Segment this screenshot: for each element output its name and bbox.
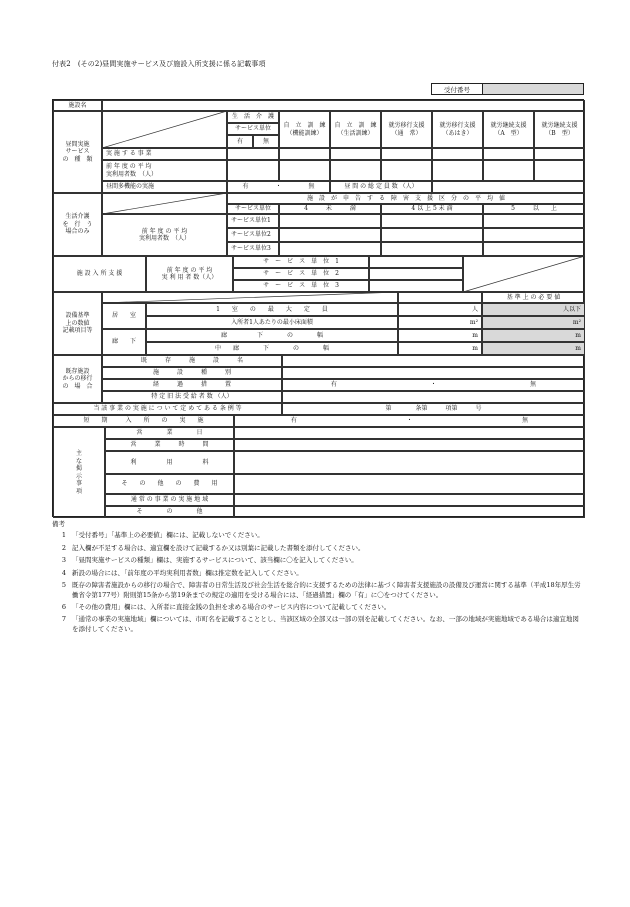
unit-m: m [575, 344, 581, 352]
avg-users-cell-5[interactable] [483, 160, 534, 181]
mid-corridor-width-required [482, 342, 585, 355]
short-stay-no[interactable]: 無 [522, 417, 529, 425]
posting-other-costs-label: そ の 他 の 費 用 [105, 474, 234, 494]
residential-blank-cell [463, 256, 585, 292]
existing-facility-name-label: 既 存 施 設 名 [102, 355, 282, 367]
room-capacity-field[interactable] [398, 303, 482, 316]
note-number: 3 [61, 556, 66, 565]
avg-users-cell-3[interactable] [381, 160, 432, 181]
implement-cell-1[interactable] [279, 148, 330, 160]
ordinance-article: 第 条第 項第 号 [385, 405, 482, 413]
form-table [52, 99, 584, 517]
service-col-5: 就労継続支援 （A 型） [483, 111, 534, 148]
multi-separator: ・ [275, 183, 282, 191]
ordinance-field[interactable] [282, 403, 585, 415]
note-item [52, 556, 584, 565]
unit-person-or-less: 人以下 [562, 305, 581, 313]
mid-corridor-width-field[interactable] [398, 342, 482, 355]
range-under-4: 4 未 満 [279, 204, 381, 214]
day-service-diagonal-cell [102, 111, 227, 148]
page-title: 付表2 (その2)昼間実施サービス及び施設入所支援に係る記載事項 [52, 60, 266, 68]
posting-business-days-field[interactable] [234, 427, 585, 439]
note-number: 7 [61, 615, 66, 624]
note-item [52, 569, 584, 578]
life-care-no[interactable]: 無 [253, 135, 279, 148]
note-number: 5 [61, 581, 66, 590]
notes-section [52, 520, 584, 637]
range-5-plus: 5 以 上 [483, 204, 585, 214]
transition-measure-choice[interactable] [282, 379, 585, 391]
posting-business-hours-field[interactable] [234, 439, 585, 451]
note-text: 既存の障害者施設からの移行の場合で、障害者の日常生活及び社会生活を総合的に支援するための法律に基づく障害者支援施設の設備及び運営に関する基準（平成18年厚生労働省令第177号）附則第15条から第19条までの規定の適用を受ける場合には、「経過措置」欄の「有」に〇をつけてください。 [72, 581, 581, 599]
implement-cell-0[interactable] [227, 148, 279, 160]
posting-other-costs-field[interactable] [234, 474, 585, 494]
life-unit-3-label: サービス単位3 [227, 242, 279, 256]
note-text: 記入欄が不足する場合は、適宜欄を設けて記載するか又は別葉に記載した書類を添付してください。 [72, 543, 365, 552]
note-number: 4 [61, 568, 66, 577]
special-old-law-recipients-field[interactable] [282, 391, 585, 403]
life-care-yes[interactable]: 有 [227, 135, 253, 148]
short-stay-separator: ・ [406, 417, 413, 425]
note-text: 「通常の事業の実施地域」欄については、市町名を記載することとし、当該区域の全部又は一部の別を記載してください。なお、一部の地域が実施地域である場合は適宜地図を添付してください。 [72, 615, 579, 633]
res-unit-3-label: サ ー ビ ス 単 位 3 [233, 280, 369, 292]
multi-no[interactable]: 無 [308, 183, 315, 191]
life-care-header: 生 活 介 護 [227, 111, 279, 123]
multi-yes[interactable]: 有 [242, 183, 249, 191]
existing-facility-name-field[interactable] [282, 355, 585, 367]
posting-other-label: そ の 他 [105, 506, 234, 518]
life-unit-1-label: サービス単位1 [227, 214, 279, 228]
avg-users-cell-4[interactable] [432, 160, 483, 181]
note-text: 「受付番号」「基準上の必要値」欄には、記載しないでください。 [72, 531, 264, 540]
room-capacity-label: 1 室 の 最 大 定 員 [146, 303, 398, 316]
room-area-label: 入所者1人あたりの最小床面積 [146, 316, 398, 329]
posting-fee-label: 利 用 料 [105, 451, 234, 474]
life-unit-2-c2[interactable] [381, 228, 483, 242]
day-service-section-label: 昼間実施 サービス の 種 類 [53, 111, 102, 193]
implement-cell-6[interactable] [534, 148, 585, 160]
unit-m: m [472, 344, 478, 352]
posting-service-area-label: 通 常 の 事 業 の 実 施 地 域 [105, 494, 234, 506]
facility-name-field[interactable] [102, 100, 585, 111]
residential-section-label: 施 設 入 所 支 援 [53, 256, 146, 292]
equipment-diagonal-cell [102, 292, 398, 303]
service-col-6: 就労継続支援 （B 型） [534, 111, 585, 148]
room-label: 居 室 [102, 303, 146, 329]
life-unit-1-c1[interactable] [279, 214, 381, 228]
support-level-header: 施 設 が 申 告 す る 障 害 支 援 区 分 の 平 均 値 [227, 193, 585, 204]
service-col-4: 就労移行支援 （あはき） [432, 111, 483, 148]
transition-measure-label: 経 過 措 置 [102, 379, 282, 391]
total-capacity-field[interactable] [432, 181, 585, 193]
implement-row-label: 実 施 す る 事 業 [102, 148, 227, 160]
note-text: 「その他の費用」欄には、入所者に直接金銭の負担を求める場合のサービス内容について記載してください。 [72, 602, 391, 611]
equipment-section-label: 設備基準 上の数値 記載項目等 [53, 292, 102, 355]
life-care-avg-label: 前 年 度 の 平 均 実利用者数 （人） [102, 214, 227, 256]
room-area-required [482, 316, 585, 329]
short-stay-choice[interactable] [234, 415, 585, 427]
res-unit-2-field[interactable] [369, 268, 463, 280]
transition-yes[interactable]: 有 [330, 381, 337, 389]
res-unit-1-label: サ ー ビ ス 単 位 1 [233, 256, 369, 268]
posting-service-area-field[interactable] [234, 494, 585, 506]
equipment-blank-header [398, 292, 482, 303]
unit-m: m [575, 331, 581, 339]
multi-function-label: 昼間多機能の実施 [102, 181, 227, 193]
unit-sqm: m² [572, 318, 581, 326]
residential-avg-label: 前 年 度 の 平 均 実 利 用 者 数（人） [146, 256, 233, 292]
service-unit-header: サービス単位 [227, 123, 279, 135]
posting-fee-field[interactable] [234, 451, 585, 474]
facility-type-field[interactable] [282, 367, 585, 379]
note-number: 6 [61, 602, 66, 611]
multi-function-choice[interactable] [227, 181, 330, 193]
unit-m: m [472, 331, 478, 339]
posting-business-days-label: 営 業 日 [105, 427, 234, 439]
res-unit-1-field[interactable] [369, 256, 463, 268]
note-item [52, 603, 584, 612]
life-unit-3-c3[interactable] [483, 242, 585, 256]
life-unit-1-c3[interactable] [483, 214, 585, 228]
note-text: 「昼間実施サービスの種類」欄は、実施するサービスについて、該当欄に〇を記入してください。 [72, 556, 358, 565]
posting-section-label: 主 な 掲 示 事 項 [53, 427, 105, 518]
life-unit-2-label: サービス単位2 [227, 228, 279, 242]
res-unit-3-field[interactable] [369, 280, 463, 292]
transition-no[interactable]: 無 [530, 381, 537, 389]
note-item [52, 531, 584, 540]
short-stay-label: 短 期 入 所 の 実 施 [53, 415, 234, 427]
ordinance-label: 当 該 事 業 の 実 施 に つ い て 定 め て あ る 条 例 等 [53, 403, 282, 415]
note-text: 新設の場合には、「前年度の平均実利用者数」欄は推定数を記入してください。 [72, 568, 303, 577]
range-4-to-5: 4 以 上 5 未 満 [381, 204, 483, 214]
receipt-number-field[interactable] [483, 84, 583, 94]
life-care-diagonal-cell [102, 193, 227, 214]
corridor-width-field[interactable] [398, 329, 482, 342]
implement-cell-2[interactable] [330, 148, 381, 160]
unit-person: 人 [471, 305, 478, 313]
service-unit-label: サービス単位 [227, 204, 279, 214]
life-care-section-label: 生活介護 を 行 う 場合のみ [53, 193, 102, 256]
posting-business-hours-label: 営 業 時 間 [105, 439, 234, 451]
room-area-field[interactable] [398, 316, 482, 329]
facility-name-label: 施設名 [53, 100, 102, 111]
note-number: 1 [61, 531, 66, 540]
facility-type-label: 施 設 種 別 [102, 367, 282, 379]
implement-cell-3[interactable] [381, 148, 432, 160]
corridor-label: 廊 下 [102, 329, 146, 355]
unit-sqm: m² [469, 318, 478, 326]
transition-separator: ・ [430, 381, 437, 389]
life-unit-3-c1[interactable] [279, 242, 381, 256]
receipt-number-box [431, 83, 584, 95]
mid-corridor-width-label: 中 廊 下 の 幅 [146, 342, 398, 355]
avg-users-cell-1[interactable] [279, 160, 330, 181]
res-unit-2-label: サ ー ビ ス 単 位 2 [233, 268, 369, 280]
service-col-2: 自 立 訓 練 （生活訓練） [330, 111, 381, 148]
life-unit-3-c2[interactable] [381, 242, 483, 256]
note-item [52, 544, 584, 553]
notes-heading: 備考 [52, 520, 65, 528]
migration-section-label: 既存施設 からの移行 の 場 合 [53, 355, 102, 403]
life-unit-2-c3[interactable] [483, 228, 585, 242]
note-item [52, 581, 584, 600]
receipt-number-label: 受付番号 [432, 84, 483, 94]
note-number: 2 [61, 543, 66, 552]
service-col-3: 就労移行支援 （通 常） [381, 111, 432, 148]
special-old-law-recipients-label: 特 定 旧 法 受 給 者 数 （人） [102, 391, 282, 403]
avg-users-cell-6[interactable] [534, 160, 585, 181]
life-unit-1-c2[interactable] [381, 214, 483, 228]
required-value-header: 基 準 上 の 必 要 値 [482, 292, 585, 303]
service-col-1: 自 立 訓 練 （機能訓練） [279, 111, 330, 148]
note-item [52, 615, 584, 634]
implement-cell-4[interactable] [432, 148, 483, 160]
corridor-width-required [482, 329, 585, 342]
avg-users-cell-0[interactable] [227, 160, 279, 181]
avg-users-row-label: 前 年 度 の 平 均 実利用者数 （人） [102, 160, 227, 181]
posting-other-field[interactable] [234, 506, 585, 518]
short-stay-yes[interactable]: 有 [290, 417, 297, 425]
life-unit-2-c1[interactable] [279, 228, 381, 242]
total-capacity-label: 昼 間 の 総 定 員 数 （人） [330, 181, 432, 193]
room-capacity-required [482, 303, 585, 316]
avg-users-cell-2[interactable] [330, 160, 381, 181]
implement-cell-5[interactable] [483, 148, 534, 160]
corridor-width-label: 廊 下 の 幅 [146, 329, 398, 342]
